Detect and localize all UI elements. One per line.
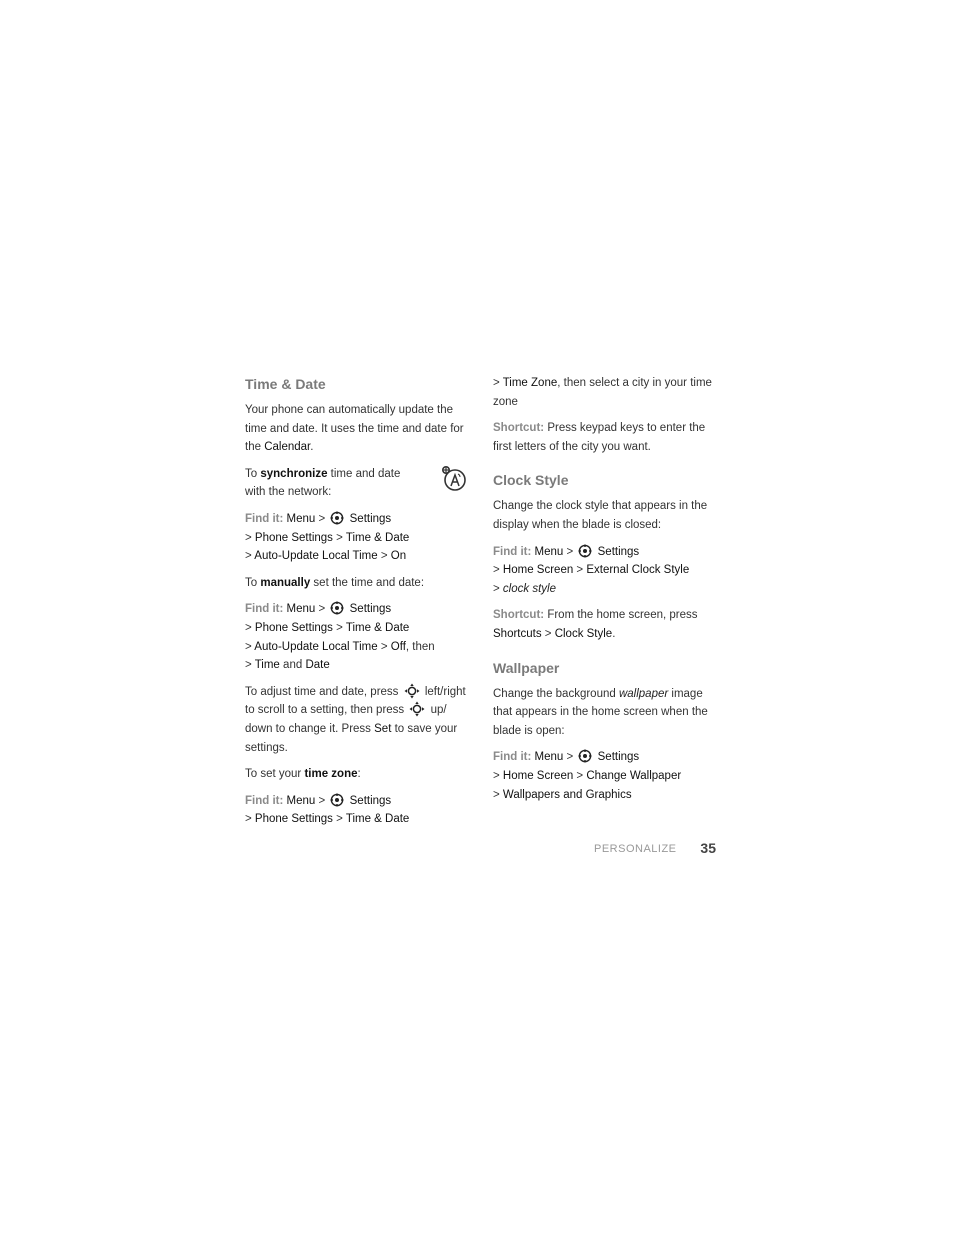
- time-date-intro: Your phone can automatically update the time and date. It uses the time and date for the Calendar.: [245, 404, 464, 454]
- wallpaper-heading: Wallpaper: [493, 659, 560, 676]
- find-it-clock-style: Find it: Menu > Settings > Home Screen > External Clock Style > clock style: [493, 545, 690, 595]
- sync-instruction: To synchronize time and date with the network:: [245, 465, 469, 502]
- time-zone-instruction: To set your time zone:: [245, 768, 361, 781]
- find-it-sync: Find it: Menu > Settings > Phone Settings > Time & Date > Auto-Update Local Time > On: [245, 512, 410, 563]
- right-column: [493, 374, 717, 812]
- find-it-time-zone: Find it: Menu > Settings > Phone Settings > Time & Date: [245, 794, 410, 826]
- menu-term: Menu: [286, 512, 316, 525]
- find-it-manual: Find it: Menu > Settings > Phone Settings > Time & Date > Auto-Update Local Time > Off, then > Time and Date: [245, 603, 435, 672]
- left-column: [245, 374, 469, 837]
- settings-gear-icon: [330, 601, 344, 615]
- section-name: PERSONALIZE: [594, 843, 677, 855]
- time-date-heading: Time & Date: [245, 376, 326, 392]
- network-time-icon: [441, 465, 467, 491]
- wallpaper-intro: Change the background wallpaper image that appears in the home screen when the blade is open:: [493, 687, 708, 737]
- adjust-instruction: To adjust time and date, press left/right to scroll to a setting, then press up/ down to change it. Press Set to save your settings.: [245, 683, 469, 757]
- set-key-term: Set: [374, 722, 392, 735]
- shortcut-time-zone: Shortcut: Press keypad keys to enter the first letters of the city you want.: [493, 422, 706, 453]
- page-number: 35: [700, 840, 716, 856]
- settings-gear-icon: [330, 793, 344, 807]
- nav-key-icon: [404, 683, 420, 699]
- shortcut-clock-style: Shortcut: From the home screen, press Shortcuts > Clock Style.: [493, 609, 698, 640]
- settings-gear-icon: [578, 544, 592, 558]
- nav-key-icon: [409, 701, 425, 717]
- manual-instruction: To manually set the time and date:: [245, 576, 425, 589]
- clock-style-intro: Change the clock style that appears in the display when the blade is closed:: [493, 500, 708, 531]
- time-zone-continued: > Time Zone, then select a city in your time zone: [493, 377, 712, 408]
- clock-style-heading: Clock Style: [493, 472, 569, 489]
- calendar-term: Calendar: [264, 441, 311, 454]
- page-footer: [594, 840, 716, 860]
- find-it-wallpaper: Find it: Menu > Settings > Home Screen > Change Wallpaper > Wallpapers and Graphics: [493, 751, 682, 801]
- settings-gear-icon: [330, 511, 344, 525]
- settings-gear-icon: [578, 749, 592, 763]
